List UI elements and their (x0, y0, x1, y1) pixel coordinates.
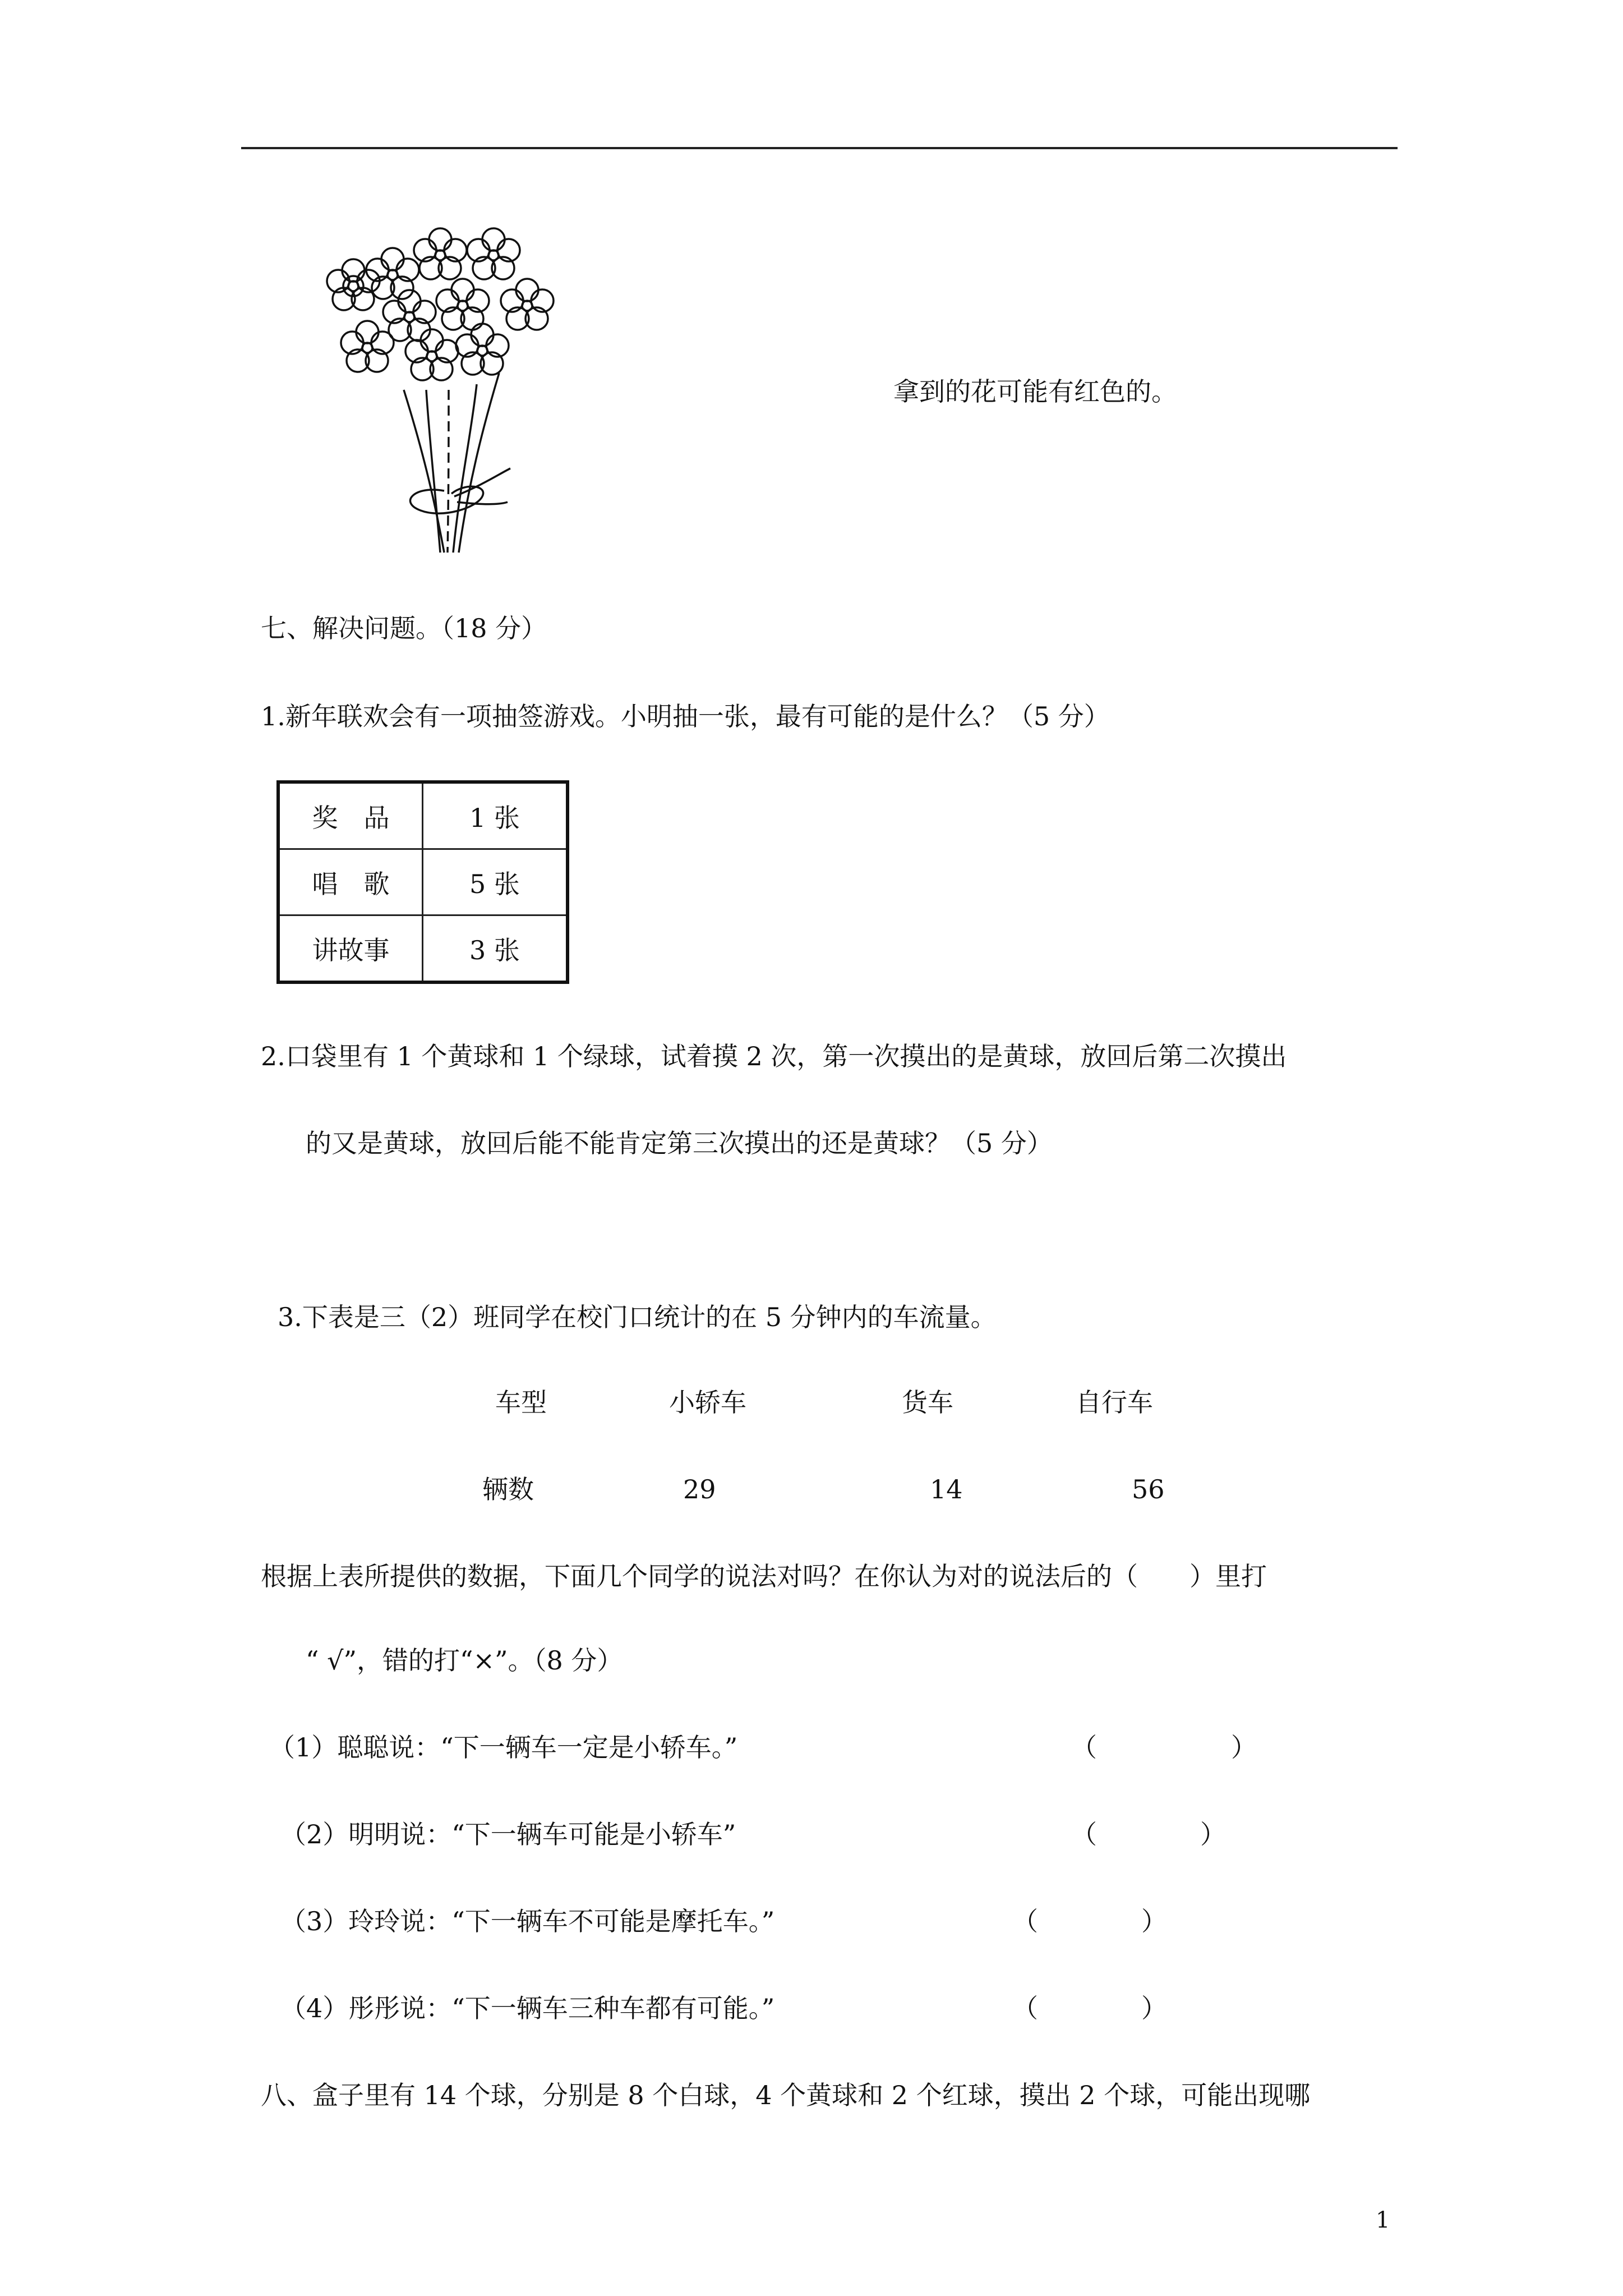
answer-paren-open[interactable]: （ (1071, 1732, 1097, 1763)
q3-text: 3.下表是三（2）班同学在校门口统计的在 5 分钟内的车流量。 (278, 1302, 997, 1332)
traffic-header-car: 小轿车 (669, 1387, 746, 1418)
statement-2: （2）明明说：“下一辆车可能是小轿车” (280, 1819, 736, 1849)
table-row (278, 915, 568, 983)
table-cell-item: 讲故事 (278, 915, 423, 983)
page-number: 1 (1376, 2207, 1390, 2233)
q3-prompt-line2: “ √”，错的打“×”。（8 分） (306, 1645, 623, 1676)
q3-prompt-line1: 根据上表所提供的数据，下面几个同学的说法对吗？在你认为对的说法后的（ ）里打 (261, 1561, 1267, 1591)
statement-4: （4）彤彤说：“下一辆车三种车都有可能。” (280, 1993, 775, 2023)
q2-line2: 的又是黄球，放回后能不能肯定第三次摸出的还是黄球？（5 分） (306, 1128, 1053, 1158)
answer-paren-close[interactable]: ） (1231, 1732, 1257, 1763)
q1-text: 1.新年联欢会有一项抽签游戏。小明抽一张，最有可能的是什么？（5 分） (261, 701, 1110, 731)
traffic-value-bicycle: 56 (1132, 1474, 1165, 1504)
prize-table (276, 780, 569, 984)
table-cell-count: 5 张 (423, 849, 568, 915)
answer-paren-open[interactable]: （ (1012, 1993, 1038, 2023)
traffic-header-bicycle: 自行车 (1076, 1387, 1153, 1418)
answer-paren-open[interactable]: （ (1012, 1906, 1038, 1936)
traffic-value-car: 29 (683, 1474, 716, 1504)
answer-paren-close[interactable]: ） (1141, 1906, 1167, 1936)
statement-1: （1）聪聪说：“下一辆车一定是小轿车。” (269, 1732, 738, 1763)
answer-paren-open[interactable]: （ (1071, 1819, 1097, 1849)
section8-text: 八、盒子里有 14 个球，分别是 8 个白球，4 个黄球和 2 个红球，摸出 2 个球，可能出现哪 (261, 2080, 1311, 2110)
answer-paren-close[interactable]: ） (1141, 1993, 1167, 2023)
traffic-header-truck: 货车 (902, 1387, 953, 1418)
statement-3: （3）玲玲说：“下一辆车不可能是摩托车。” (280, 1906, 775, 1936)
q2-line1: 2.口袋里有 1 个黄球和 1 个绿球，试着摸 2 次，第一次摸出的是黄球，放回后第二次摸出 (261, 1041, 1287, 1071)
header-rule (241, 147, 1398, 149)
answer-paren-close[interactable]: ） (1200, 1819, 1226, 1849)
table-cell-count: 3 张 (423, 915, 568, 983)
flower-caption: 拿到的花可能有红色的。 (893, 376, 1177, 407)
section7-title: 七、解决问题。（18 分） (261, 613, 547, 643)
table-cell-item: 奖 品 (278, 782, 423, 849)
table-row (278, 849, 568, 915)
table-row (278, 782, 568, 849)
traffic-value-truck: 14 (930, 1474, 963, 1504)
traffic-label-count: 辆数 (482, 1474, 534, 1504)
flower-bouquet-illustration (314, 222, 583, 558)
traffic-header-type: 车型 (495, 1387, 547, 1418)
table-cell-item: 唱 歌 (278, 849, 423, 915)
table-cell-count: 1 张 (423, 782, 568, 849)
